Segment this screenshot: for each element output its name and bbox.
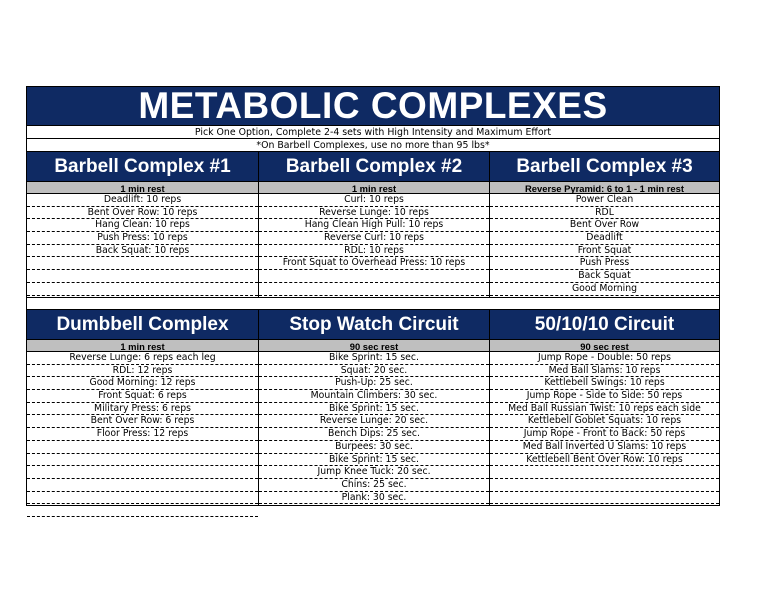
exercise-row xyxy=(27,270,258,283)
exercise-row xyxy=(259,270,489,283)
exercise-row: Bike Sprint: 15 sec. xyxy=(259,403,489,416)
exercise-row: RDL: 12 reps xyxy=(27,365,258,378)
exercise-row: Burpees: 30 sec. xyxy=(259,441,489,454)
exercise-row: RDL xyxy=(490,207,719,220)
exercise-row xyxy=(27,283,258,296)
column-title: Dumbbell Complex xyxy=(27,310,258,339)
rest-interval: 90 sec rest xyxy=(490,339,719,352)
rest-interval: Reverse Pyramid: 6 to 1 - 1 min rest xyxy=(490,181,719,194)
exercise-row: Military Press: 6 reps xyxy=(27,403,258,416)
column-barbell-complex-3 xyxy=(489,152,719,298)
column-title: 50/10/10 Circuit xyxy=(490,310,719,339)
exercise-row: Jump Rope - Double: 50 reps xyxy=(490,352,719,365)
exercise-row: Squat: 20 sec. xyxy=(259,365,489,378)
section-dumbbell-and-circuits xyxy=(27,310,719,506)
exercise-row: Front Squat to Overhead Press: 10 reps xyxy=(259,257,489,270)
page-title: METABOLIC COMPLEXES xyxy=(27,87,719,125)
exercise-row: Chins: 25 sec. xyxy=(259,479,489,492)
exercise-row xyxy=(490,492,719,505)
rest-interval: 1 min rest xyxy=(27,181,258,194)
column-title: Barbell Complex #3 xyxy=(490,152,719,181)
column-barbell-complex-2 xyxy=(258,152,489,298)
exercise-row xyxy=(27,479,258,492)
exercise-row xyxy=(27,492,258,505)
exercise-row: Med Ball Inverted U Slams: 10 reps xyxy=(490,441,719,454)
column-dumbbell-complex xyxy=(27,310,258,506)
exercise-row xyxy=(490,466,719,479)
exercise-row: Good Morning xyxy=(490,283,719,296)
exercise-row: Push-Up: 25 sec. xyxy=(259,377,489,390)
exercise-row: Bike Sprint: 15 sec. xyxy=(259,352,489,365)
exercise-row: Hang Clean: 10 reps xyxy=(27,219,258,232)
exercise-row: Jump Rope - Side to Side: 50 reps xyxy=(490,390,719,403)
exercise-row xyxy=(27,466,258,479)
column-50-10-10-circuit xyxy=(489,310,719,506)
exercise-row: Front Squat xyxy=(490,245,719,258)
exercise-row: Bike Sprint: 15 sec. xyxy=(259,454,489,467)
exercise-row: Deadlift xyxy=(490,232,719,245)
section-divider xyxy=(27,297,719,310)
instructions-line: Pick One Option, Complete 2-4 sets with High Intensity and Maximum Effort xyxy=(27,125,719,138)
section-barbell-complexes xyxy=(27,151,719,298)
rest-interval: 90 sec rest xyxy=(259,339,489,352)
exercise-row: Push Press: 10 reps xyxy=(27,232,258,245)
exercise-row xyxy=(259,283,489,296)
exercise-row: Bench Dips: 25 sec. xyxy=(259,428,489,441)
exercise-row: Reverse Lunge: 20 sec. xyxy=(259,415,489,428)
exercise-row: Reverse Lunge: 10 reps xyxy=(259,207,489,220)
exercise-row xyxy=(27,257,258,270)
exercise-row: Front Squat: 6 reps xyxy=(27,390,258,403)
exercise-row: Kettlebell Bent Over Row: 10 reps xyxy=(490,454,719,467)
exercise-row: Bent Over Row: 6 reps xyxy=(27,415,258,428)
column-stop-watch-circuit xyxy=(258,310,489,506)
exercise-row: Reverse Lunge: 6 reps each leg xyxy=(27,352,258,365)
exercise-row xyxy=(27,504,258,517)
column-title: Barbell Complex #2 xyxy=(259,152,489,181)
exercise-row: Reverse Curl: 10 reps xyxy=(259,232,489,245)
barbell-weight-note: *On Barbell Complexes, use no more than 95 lbs* xyxy=(27,138,719,151)
exercise-row: Kettlebell Goblet Squats: 10 reps xyxy=(490,415,719,428)
exercise-row: Jump Rope - Front to Back: 50 reps xyxy=(490,428,719,441)
exercise-row: RDL: 10 reps xyxy=(259,245,489,258)
exercise-row: Push Press xyxy=(490,257,719,270)
exercise-row: Bent Over Row xyxy=(490,219,719,232)
column-title: Barbell Complex #1 xyxy=(27,152,258,181)
workout-sheet xyxy=(26,86,720,506)
exercise-row: Back Squat: 10 reps xyxy=(27,245,258,258)
exercise-row: Curl: 10 reps xyxy=(259,194,489,207)
column-title: Stop Watch Circuit xyxy=(259,310,489,339)
exercise-row: Good Morning: 12 reps xyxy=(27,377,258,390)
exercise-row: Kettlebell Swings: 10 reps xyxy=(490,377,719,390)
exercise-row: Floor Press: 12 reps xyxy=(27,428,258,441)
exercise-row: Med Ball Slams: 10 reps xyxy=(490,365,719,378)
exercise-row: Power Clean xyxy=(490,194,719,207)
exercise-row: Bent Over Row: 10 reps xyxy=(27,207,258,220)
exercise-row xyxy=(490,479,719,492)
exercise-row: Hang Clean High Pull: 10 reps xyxy=(259,219,489,232)
exercise-row: Deadlift: 10 reps xyxy=(27,194,258,207)
exercise-row: Plank: 30 sec. xyxy=(259,492,489,505)
rest-interval: 1 min rest xyxy=(27,339,258,352)
exercise-row: Jump Knee Tuck: 20 sec. xyxy=(259,466,489,479)
exercise-row xyxy=(27,454,258,467)
exercise-row: Back Squat xyxy=(490,270,719,283)
exercise-row: Mountain Climbers: 30 sec. xyxy=(259,390,489,403)
rest-interval: 1 min rest xyxy=(259,181,489,194)
column-barbell-complex-1 xyxy=(27,152,258,298)
exercise-row xyxy=(27,441,258,454)
exercise-row: Med Ball Russian Twist: 10 reps each side xyxy=(490,403,719,416)
